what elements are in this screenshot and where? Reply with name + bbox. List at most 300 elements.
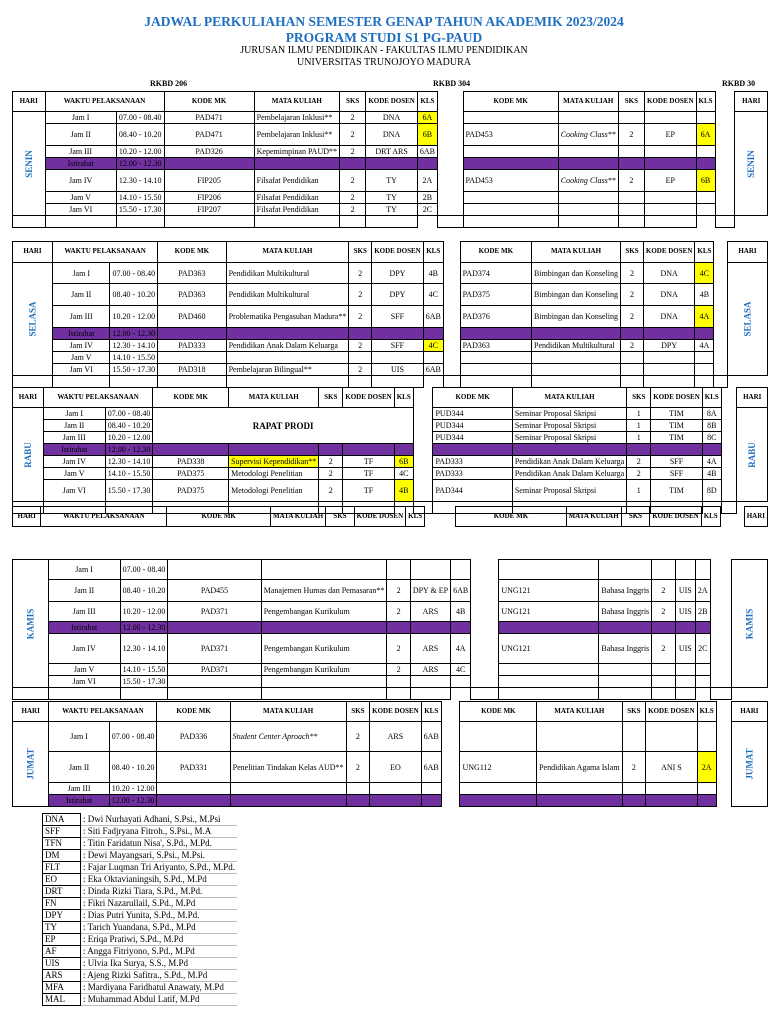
- lecturer-code: EP: [43, 934, 81, 946]
- column-gap: [437, 192, 463, 204]
- lecturer-code: TIM: [651, 408, 702, 420]
- break-cell: [370, 795, 421, 807]
- col-header-sks: SKS: [340, 92, 366, 112]
- spacer-cell: [13, 216, 46, 228]
- day-label: [13, 408, 44, 502]
- slot-time: 08.40 - 10.20: [109, 752, 157, 783]
- spacer-row: [13, 376, 768, 388]
- col-header-kls: KLS: [697, 702, 716, 722]
- col-header-kode-mk: KODE MK: [460, 702, 537, 722]
- lecturer-name: : Muhammad Abdul Latif, M.Pd: [81, 994, 238, 1006]
- column-gap: [716, 783, 731, 795]
- column-gap: [443, 352, 460, 364]
- class-code: [695, 664, 710, 676]
- column-gap: [721, 468, 737, 480]
- break-row: [13, 795, 768, 807]
- course-name: [261, 676, 387, 688]
- schedule-row: [13, 580, 768, 602]
- course-code: [460, 364, 531, 376]
- column-gap: [413, 468, 433, 480]
- col-header-kls: KLS: [423, 242, 443, 263]
- slot-time: 14.10 - 15.50: [120, 664, 168, 676]
- day-label-text: SELASA: [742, 301, 753, 337]
- lecturer-code: DNA: [366, 112, 417, 124]
- column-gap: [471, 634, 499, 664]
- class-code: 2C: [695, 634, 710, 664]
- course-code: PAD376: [460, 306, 531, 328]
- break-row: [13, 622, 768, 634]
- lecturer-code: TY: [366, 170, 417, 192]
- col-header-kode-mk: KODE MK: [164, 92, 254, 112]
- column-gap: [710, 676, 732, 688]
- class-code: 4C: [451, 664, 471, 676]
- lecturer-code: DPY: [643, 340, 694, 352]
- course-sks: 2: [340, 204, 366, 216]
- lecturer-code: [675, 664, 695, 676]
- column-gap: [443, 284, 460, 306]
- col-header-sks: SKS: [618, 92, 644, 112]
- column-gap: [437, 204, 463, 216]
- column-gap: [441, 795, 460, 807]
- slot-time: 10.20 - 12.00: [109, 783, 157, 795]
- day-label-text: RABU: [22, 441, 33, 468]
- course-code: PAD371: [168, 602, 261, 622]
- class-code: 6B: [696, 170, 715, 192]
- spacer-cell: [423, 376, 443, 388]
- course-code: PAD453: [463, 170, 558, 192]
- class-code: [697, 783, 716, 795]
- course-sks: 2: [340, 192, 366, 204]
- column-gap: [437, 92, 463, 112]
- spacer-cell: [226, 376, 349, 388]
- lecturer-code: TF: [343, 468, 394, 480]
- day-label: [13, 112, 46, 216]
- slot-label: Jam II: [49, 752, 109, 783]
- column-gap: [471, 560, 499, 580]
- spacer-cell: [387, 688, 410, 700]
- lecturer-name: : Ajeng Rizki Safitra., S.Pd., M.Pd: [81, 970, 238, 982]
- lecturer-code: SFF: [43, 826, 81, 838]
- col-header-waktu: WAKTU PELAKSANAAN: [41, 507, 167, 527]
- column-gap: [441, 702, 460, 722]
- col-header-hari: HARI: [727, 242, 767, 263]
- column-gap: [443, 340, 460, 352]
- course-name: Supervisi Kependidikan**: [229, 456, 319, 468]
- course-code: PAD333: [433, 456, 512, 468]
- spacer-cell: [110, 376, 158, 388]
- lecturer-code: [646, 783, 697, 795]
- column-gap: [710, 560, 732, 580]
- column-gap: [413, 420, 433, 432]
- course-name: Metodologi Penelitian: [229, 468, 319, 480]
- lecturer-code: DRT ARS: [366, 146, 417, 158]
- break-cell: [463, 158, 558, 170]
- class-code: [696, 192, 715, 204]
- day-label-right: [732, 560, 768, 688]
- course-sks: [622, 783, 646, 795]
- course-code: [157, 783, 230, 795]
- col-header-kls: KLS: [394, 388, 413, 408]
- spacer-cell: [643, 376, 694, 388]
- break-cell: [537, 795, 622, 807]
- lecturer-code: TF: [343, 456, 394, 468]
- spacer-cell: [696, 216, 715, 228]
- course-sks: 2: [652, 602, 675, 622]
- schedule-row: [13, 170, 768, 192]
- column-gap: [721, 480, 737, 502]
- course-name: Pendidikan Agama Islam: [537, 752, 622, 783]
- spacer-cell: [471, 688, 499, 700]
- slot-time: 14.10 - 15.50: [116, 192, 164, 204]
- course-name: Filsafat Pendidikan: [254, 192, 339, 204]
- schedule-table: [12, 387, 768, 514]
- course-code: PAD318: [158, 364, 226, 376]
- spacer-cell: [645, 216, 696, 228]
- schedule-row: [13, 783, 768, 795]
- column-gap: [715, 92, 735, 112]
- lecturer-code: DNA: [366, 124, 417, 146]
- column-gap: [441, 783, 460, 795]
- lecturer-code: DRT: [43, 886, 81, 898]
- room-label-206: RKBD 206: [150, 79, 188, 88]
- lecturer-code: [643, 352, 694, 364]
- col-header-waktu: WAKTU PELAKSANAAN: [49, 702, 157, 722]
- lecturer-name: : Tarich Yuandana, S.Pd., M.Pd: [81, 922, 238, 934]
- day-label: [13, 560, 49, 688]
- lecturer-code: ARS: [43, 970, 81, 982]
- column-gap: [710, 580, 732, 602]
- col-header-kode-mk: KODE MK: [157, 702, 230, 722]
- break-cell: [697, 795, 716, 807]
- col-header-sks: SKS: [326, 507, 355, 527]
- schedule-row: [13, 676, 768, 688]
- schedule-row: [13, 204, 768, 216]
- spacer-cell: [158, 376, 226, 388]
- slot-time: 10.20 - 12.00: [120, 602, 168, 622]
- program-title: PROGRAM STUDI S1 PG-PAUD: [285, 30, 483, 45]
- slot-time: 10.20 - 12.00: [110, 306, 158, 328]
- legend-row: [43, 922, 238, 934]
- course-sks: 2: [621, 306, 644, 328]
- lecturer-code: MFA: [43, 982, 81, 994]
- course-name: [537, 722, 622, 752]
- lecturer-code: DPY: [43, 910, 81, 922]
- lecturer-name: : Ulvia Ika Surya, S.S., M.Pd: [81, 958, 238, 970]
- slot-time: 08.40 - 10.20: [116, 124, 164, 146]
- break-cell: [451, 622, 471, 634]
- col-header-hari: HARI: [13, 388, 44, 408]
- column-gap: [721, 456, 737, 468]
- column-gap: [443, 306, 460, 328]
- schedule-row: [13, 752, 768, 783]
- course-code: PAD453: [463, 124, 558, 146]
- lecturer-code: [645, 112, 696, 124]
- lecturer-code: UIS: [675, 580, 695, 602]
- col-header-hari: HARI: [13, 702, 49, 722]
- course-name: [261, 560, 387, 580]
- lecturer-code: DM: [43, 850, 81, 862]
- lecturer-code: TY: [43, 922, 81, 934]
- schedule-row: [13, 456, 768, 468]
- col-header-kls: KLS: [406, 507, 425, 527]
- slot-time: 07.00 - 08.40: [120, 560, 168, 580]
- course-sks: 2: [621, 340, 644, 352]
- course-sks: [346, 783, 370, 795]
- course-code: PAD338: [153, 456, 229, 468]
- class-code: 4B: [702, 468, 721, 480]
- col-header-kode-mk: KODE MK: [460, 242, 531, 263]
- course-code: [463, 112, 558, 124]
- slot-label: Jam VI: [45, 204, 116, 216]
- col-header-kode-dosen: KODE DOSEN: [370, 702, 421, 722]
- column-gap: [471, 602, 499, 622]
- column-gap: [471, 664, 499, 676]
- slot-label: Jam IV: [53, 340, 110, 352]
- course-sks: 1: [627, 480, 651, 502]
- column-gap: [437, 170, 463, 192]
- col-header-sks: SKS: [627, 388, 651, 408]
- slot-label: Jam VI: [48, 676, 120, 688]
- spacer-cell: [652, 688, 675, 700]
- break-cell: [410, 622, 450, 634]
- col-header-waktu: WAKTU PELAKSANAAN: [45, 92, 164, 112]
- break-cell: [319, 444, 343, 456]
- course-name: [532, 364, 621, 376]
- course-sks: 1: [627, 432, 651, 444]
- course-code: [499, 560, 599, 580]
- col-header-mata-kuliah: MATA KULIAH: [512, 388, 626, 408]
- schedule-row: [13, 306, 768, 328]
- course-code: PAD363: [158, 284, 226, 306]
- col-header-sks: SKS: [319, 388, 343, 408]
- course-code: PAD363: [158, 263, 226, 284]
- lecturer-code: DPY & EP: [410, 580, 450, 602]
- course-code: [463, 192, 558, 204]
- schedule-table: [12, 241, 768, 388]
- legend-row: [43, 994, 238, 1006]
- slot-label: Jam IV: [43, 456, 105, 468]
- course-code: [460, 352, 531, 364]
- lecturer-name: : Dwi Nurhayati Adhani, S.Psi., M.Psi: [81, 814, 238, 826]
- course-name: Seminar Proposal Skripsi: [512, 432, 626, 444]
- slot-time: 08.40 - 10.20: [110, 284, 158, 306]
- course-name: [558, 146, 618, 158]
- slot-time: 12.30 - 14.10: [120, 634, 168, 664]
- column-gap: [721, 432, 737, 444]
- schedule-row: [13, 480, 768, 502]
- column-gap: [471, 580, 499, 602]
- course-sks: 2: [319, 456, 343, 468]
- course-sks: 2: [387, 664, 410, 676]
- spacer-cell: [695, 688, 710, 700]
- slot-label: Jam III: [43, 432, 105, 444]
- lecturer-code: TIM: [651, 480, 702, 502]
- meeting-cell: RAPAT PRODI: [153, 408, 413, 444]
- course-sks: 2: [340, 146, 366, 158]
- course-sks: 2: [627, 456, 651, 468]
- course-name: Filsafat Pendidikan: [254, 170, 339, 192]
- course-sks: 2: [387, 602, 410, 622]
- class-code: 4C: [394, 468, 413, 480]
- course-code: PAD371: [168, 664, 261, 676]
- course-code: [460, 722, 537, 752]
- day-label-text: SENIN: [23, 149, 34, 178]
- class-code: 4B: [394, 480, 413, 502]
- schedule-row: [13, 284, 768, 306]
- slot-label: Jam II: [45, 124, 116, 146]
- col-header-kls: KLS: [701, 507, 720, 527]
- course-sks: 2: [349, 364, 372, 376]
- spacer-cell: [695, 376, 714, 388]
- col-header-mata-kuliah: MATA KULIAH: [537, 702, 622, 722]
- col-header-kode-dosen: KODE DOSEN: [651, 388, 702, 408]
- legend-row: [43, 826, 238, 838]
- course-name: Pendidikan Multikultural: [532, 340, 621, 352]
- course-sks: 2: [621, 284, 644, 306]
- course-name: [558, 192, 618, 204]
- day-label-right: [727, 263, 767, 376]
- spacer-cell: [13, 688, 49, 700]
- course-name: Bimbingan dan Konseling: [532, 263, 621, 284]
- class-code: 6B: [394, 456, 413, 468]
- schedule-table: [12, 701, 768, 807]
- class-code: 2B: [695, 602, 710, 622]
- course-code: FIP206: [164, 192, 254, 204]
- lecturer-code: ARS: [410, 664, 450, 676]
- course-name: Seminar Proposal Skripsi: [512, 480, 626, 502]
- lecturer-code: [372, 352, 423, 364]
- lecturer-code: [410, 560, 450, 580]
- col-header-mata-kuliah: MATA KULIAH: [229, 388, 319, 408]
- lecturer-name: : Titin Faridatun Nisa', S.Pd., M.Pd.: [81, 838, 238, 850]
- legend-row: [43, 946, 238, 958]
- slot-label: Jam I: [49, 722, 109, 752]
- day-label: [13, 263, 53, 376]
- course-name: Pendidikan Anak Dalam Keluarga: [512, 468, 626, 480]
- class-code: 6A: [696, 124, 715, 146]
- column-gap: [413, 456, 433, 468]
- legend-row: [43, 838, 238, 850]
- spacer-cell: [499, 688, 599, 700]
- lecturer-code: MAL: [43, 994, 81, 1006]
- col-header-kode-dosen: KODE DOSEN: [354, 507, 405, 527]
- course-code: [463, 204, 558, 216]
- department-subtitle: JURUSAN ILMU PENDIDIKAN - FAKULTAS ILMU PENDIDIKAN: [240, 45, 528, 56]
- lecturer-code: UIS: [43, 958, 81, 970]
- col-header-kode-dosen: KODE DOSEN: [646, 702, 697, 722]
- spacer-cell: [437, 216, 463, 228]
- course-name: Bahasa Inggris: [599, 634, 652, 664]
- day-label-text: RABU: [747, 441, 758, 468]
- legend-row: [43, 934, 238, 946]
- course-code: PAD375: [153, 468, 229, 480]
- legend-row: [43, 814, 238, 826]
- col-header-hari: HARI: [13, 242, 53, 263]
- slot-label: Jam II: [53, 284, 110, 306]
- course-sks: 2: [349, 340, 372, 352]
- lecturer-code: [646, 722, 697, 752]
- schedule-row: [13, 192, 768, 204]
- column-gap: [413, 432, 433, 444]
- col-header-mata-kuliah: MATA KULIAH: [271, 507, 326, 527]
- course-sks: 2: [349, 284, 372, 306]
- room-label-304: RKBD 304: [433, 79, 471, 88]
- course-name: Pengembangan Kurikulum: [261, 664, 387, 676]
- slot-time: 12.00 - 12.30: [120, 622, 168, 634]
- lecturer-code: TF: [343, 480, 394, 502]
- class-code: 2A: [697, 752, 716, 783]
- slot-label: Jam I: [45, 112, 116, 124]
- course-name: Pengembangan Kurikulum: [261, 634, 387, 664]
- course-sks: 2: [652, 634, 675, 664]
- class-code: 4C: [423, 340, 443, 352]
- col-header-hari: HARI: [744, 507, 767, 527]
- course-code: UNG112: [460, 752, 537, 783]
- course-sks: 2: [319, 468, 343, 480]
- spacer-cell: [120, 688, 168, 700]
- lecturer-name: : Angga Fitriyono, S.Pd., M.Pd: [81, 946, 238, 958]
- class-code: 2C: [417, 204, 437, 216]
- slot-time: 14.10 - 15.50: [105, 468, 153, 480]
- break-cell: [417, 158, 437, 170]
- col-header-kode-dosen: KODE DOSEN: [372, 242, 423, 263]
- schedule-row: [13, 146, 768, 158]
- course-name: Pendidikan Multikultural: [226, 263, 349, 284]
- column-gap: [716, 752, 731, 783]
- class-code: [696, 112, 715, 124]
- column-gap: [715, 112, 735, 124]
- column-gap: [443, 242, 460, 263]
- col-header-sks: SKS: [621, 242, 644, 263]
- course-code: [168, 676, 261, 688]
- class-code: [696, 204, 715, 216]
- course-code: PAD455: [168, 580, 261, 602]
- course-sks: [652, 664, 675, 676]
- lecturer-code: [645, 204, 696, 216]
- lecturer-code: DNA: [643, 284, 694, 306]
- course-name: [532, 352, 621, 364]
- course-code: FIP207: [164, 204, 254, 216]
- slot-time: 12.30 - 14.10: [105, 456, 153, 468]
- slot-label: Jam II: [48, 580, 120, 602]
- column-gap: [715, 158, 735, 170]
- col-header-kode-mk: KODE MK: [167, 507, 271, 527]
- column-gap: [721, 420, 737, 432]
- schedule-row: [13, 364, 768, 376]
- column-gap: [437, 112, 463, 124]
- schedule-row: [13, 124, 768, 146]
- slot-label: Jam VI: [53, 364, 110, 376]
- lecturer-code: EO: [43, 874, 81, 886]
- col-header-waktu: WAKTU PELAKSANAAN: [53, 242, 158, 263]
- slot-label: Jam I: [53, 263, 110, 284]
- course-name: Pendidikan Anak Dalam Keluarga: [226, 340, 349, 352]
- course-code: PAD331: [157, 752, 230, 783]
- col-header-mata-kuliah: MATA KULIAH: [230, 702, 346, 722]
- course-sks: 1: [627, 420, 651, 432]
- course-code: PAD371: [168, 634, 261, 664]
- break-cell: [651, 444, 702, 456]
- course-code: [158, 352, 226, 364]
- course-code: PUD344: [433, 408, 512, 420]
- break-cell: [372, 328, 423, 340]
- break-cell: [349, 328, 372, 340]
- slot-time: 14.10 - 15.50: [110, 352, 158, 364]
- class-code: 8D: [702, 480, 721, 502]
- col-header-kode-dosen: KODE DOSEN: [366, 92, 417, 112]
- day-label-right: [737, 408, 768, 502]
- schedule-table: [12, 559, 768, 700]
